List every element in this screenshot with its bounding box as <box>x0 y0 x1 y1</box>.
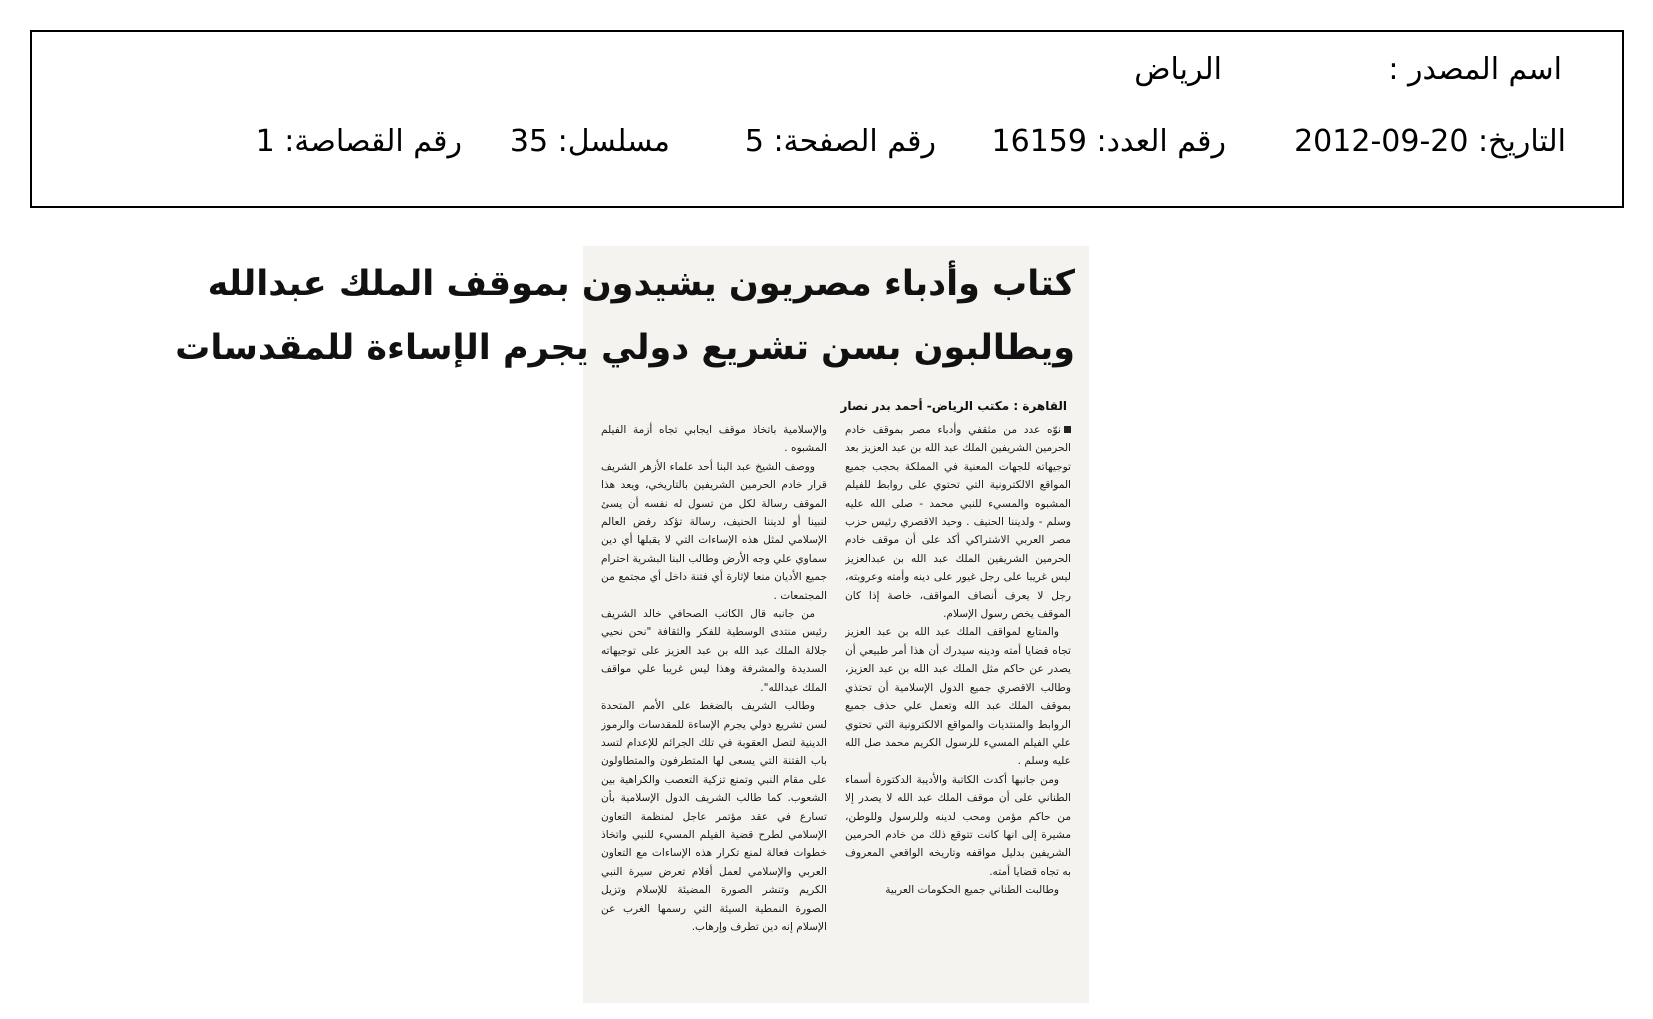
newspaper-clipping <box>175 246 1089 1003</box>
headline-line-1: كتاب وأدباء مصريون يشيدون بموقف الملك عبدالله <box>207 264 1075 304</box>
paragraph: وطالب الشريف بالضغط على الأمم المتحدة لسن تشريع دولي يجرم الإساءة للمقدسات والرموز الدينية لتصل العقوبة في تلك الجرائم للإعدام لتسد باب الفتنة التي يسعى لها المتطرفون والمتطاولون على مقام النبي وتمنع تزكية التعصب والكراهية بين الشعوب. كما طالب الشريف الدول الإسلامية بأن تسارع في عقد مؤتمر عاجل لمنظمة التعاون الإسلامي لطرح قضية الفيلم المسيء للنبي واتخاذ خطوات فعالة لمنع تكرار هذه الإساءات مع التعاون العربي والإسلامي لعمل أفلام تعرض سيرة النبي الكريم وتنشر الصورة المضيئة للإسلام وتزيل الصورة النمطية السيئة التي رسمها الغرب عن الإسلام إنه دين تطرف وإرهاب. <box>601 700 827 933</box>
paragraph: وطالبت الطناني جميع الحكومات العربية <box>885 884 1059 897</box>
paragraph: والمتابع لمواقف الملك عبد الله بن عبد العزيز تجاه قضايا أمته ودينه سيدرك أن هذا أمر طبيعي أن يصدر عن حاكم مثل الملك عبد الله بن عبد العزيز، وطالب الاقصري جميع الدول الإسلامية أن تحتذي بموقف الملك عبد الله وتعمل علي حذف جميع الروابط والمنتديات والمواقع الالكترونية التي تحتوي علي الفيلم المسيء للرسول الكريم محمد صل الله عليه وسلم . <box>845 626 1071 768</box>
date-field: التاريخ: 20-09-2012 <box>1294 124 1566 159</box>
article-column-right <box>845 421 1071 991</box>
clip-number: رقم القصاصة: 1 <box>255 124 462 159</box>
lead-square-icon <box>1064 426 1071 433</box>
source-label: اسم المصدر : <box>1388 52 1562 87</box>
paragraph: ووصف الشيخ عبد البنا أحد علماء الأزهر الشريف قرار خادم الحرمين الشريفين بالتاريخي، ويعد هذا الموقف رسالة لكل من تسول له نفسه أن يسئ لنبينا أو لديننا الحنيف، رسالة تؤكد رفض العالم الإسلامي لمثل هذه الإساءات التي لا يقبلها أي دين سماوي علي وجه الأرض وطالب البنا البشرية احترام جميع الأديان منعا لإثارة أي فتنة داخل أي مجتمع من المجتمعات . <box>601 460 827 602</box>
paragraph: ومن جانبها أكدت الكاتبة والأديبة الدكتورة أسماء الطناني على أن موقف الملك عبد الله لا يصدر إلا من حاكم مؤمن ومحب لدينه وللرسول وللوطن، مشيرة إلى انها كانت تتوقع ذلك من خادم الحرمين الشريفين بدليل مواقفه وتاريخه الواقعي المعروف به تجاه قضايا أمته. <box>845 773 1071 878</box>
paragraph: والإسلامية باتخاذ موقف ايجابي تجاه أزمة الفيلم المشبوه . <box>601 424 827 455</box>
paragraph: نوّه عدد من مثقفي وأدباء مصر بموقف خادم الحرمين الشريفين الملك عبد الله بن عبد العزيز بعد توجيهاته للجهات المعنية في المملكة بحجب جميع المواقع الالكترونية التي تحتوي على روابط للفيلم المشبوه والمسيء للنبي محمد - صلى الله عليه وسلم - ولديننا الحنيف . وحيد الاقصري رئيس حزب مصر العربي الاشتراكي أكد على أن موقف خادم الحرمين الشريفين الملك عبد الله بن عبدالعزيز ليس غريبا على رجل غيور على دينه وأمته وعروبته، رجل لا يعرف أنصاف المواقف، خاصة إذا كان الموقف يخص رسول الإسلام. <box>845 424 1071 621</box>
source-value: الرياض <box>1134 52 1222 87</box>
issue-number: رقم العدد: 16159 <box>991 124 1226 159</box>
paragraph: من جانبه قال الكاتب الصحافي خالد الشريف رئيس منتدى الوسطية للفكر والثقافة "نحن نحيي جلالة الملك عبد الله بن عبد العزيز على توجيهاته السديدة والمشرفة وهذا ليس غريبا علي مواقف الملك عبدالله". <box>601 608 827 694</box>
headline-line-2: ويطالبون بسن تشريع دولي يجرم الإساءة للمقدسات <box>175 328 1075 368</box>
byline: القاهرة : مكتب الرياض- أحمد بدر نصار <box>840 399 1067 413</box>
clipping-header <box>30 30 1624 208</box>
serial-number: مسلسل: 35 <box>509 124 670 159</box>
page-number: رقم الصفحة: 5 <box>744 124 936 159</box>
article-column-left <box>601 421 827 991</box>
